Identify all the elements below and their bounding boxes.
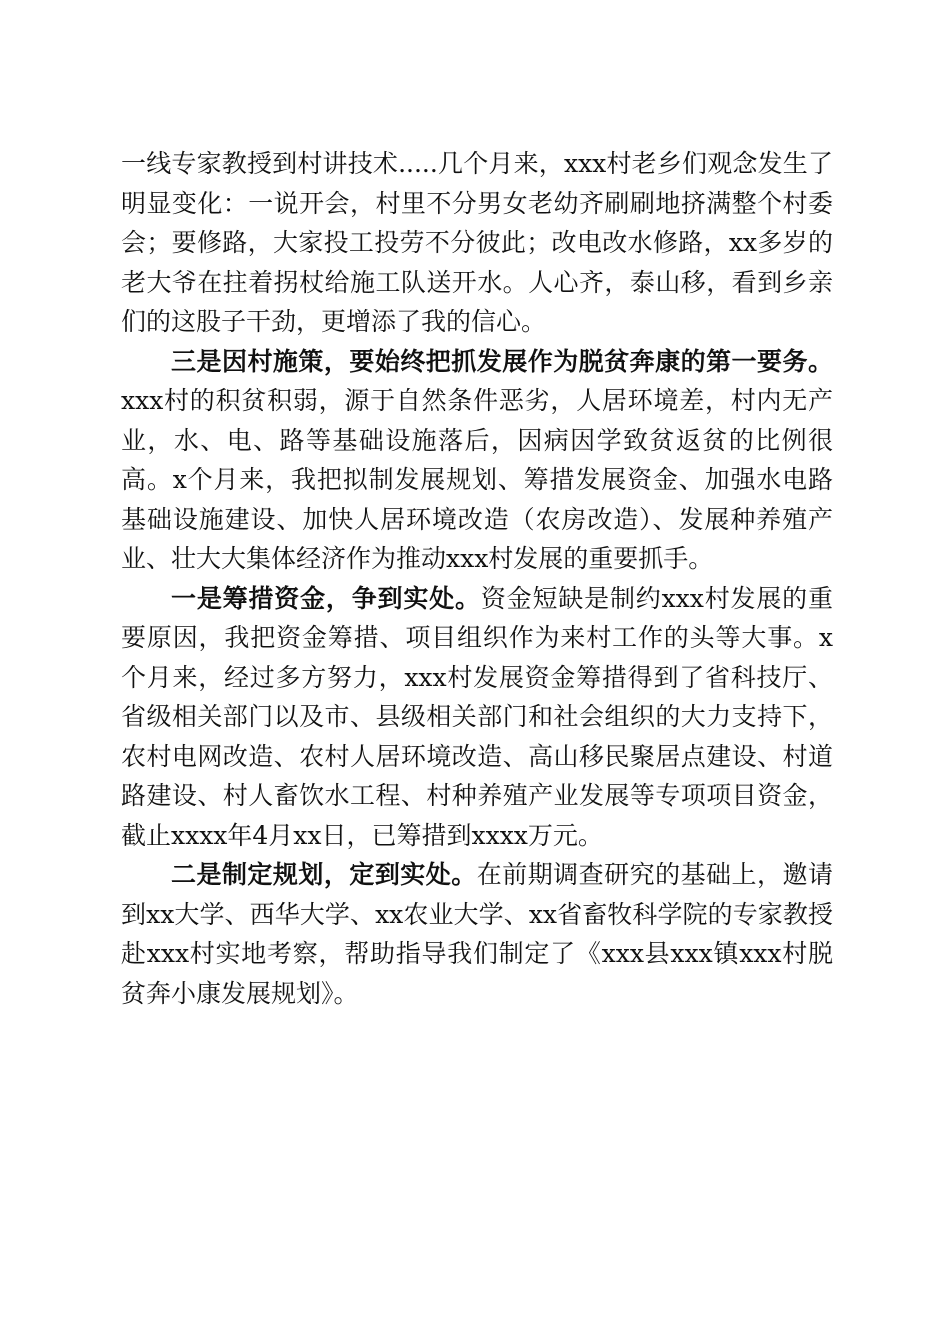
paragraph-section-three [121, 342, 833, 579]
paragraph-funding [121, 579, 833, 856]
paragraph-continuation [121, 144, 833, 342]
document-body [121, 144, 833, 1013]
paragraph-planning [121, 855, 833, 1013]
paragraph-body-text: 一线专家教授到村讲技术.....几个月来，xxx村老乡们观念发生了明显变化：一说开会，村里不分男女老幼齐刷刷地挤满整个村委会；要修路，大家投工投劳不分彼此；改电改水修路，xx多岁的老大爷在拄着拐杖给施工队送开水。人心齐，泰山移，看到乡亲们的这股子干劲，更增添了我的信心。 [121, 149, 833, 336]
paragraph-lead-heading: 二是制定规划，定到实处。 [171, 860, 477, 889]
paragraph-lead-heading: 三是因村施策，要始终把抓发展作为脱贫奔康的第一要务。 [171, 346, 833, 376]
paragraph-body-text: xxx村的积贫积弱，源于自然条件恶劣，人居环境差，村内无产业，水、电、路等基础设施落后，因病因学致贫返贫的比例很高。x个月来，我把拟制发展规划、筹措发展资金、加强水电路基础设施建设、加快人居环境改造（农房改造）、发展种养殖产业、壮大大集体经济作为推动xxx村发展的重要抓手。 [121, 386, 833, 573]
paragraph-lead-heading: 一是筹措资金，争到实处。 [171, 583, 481, 613]
paragraph-body-text: 资金短缺是制约xxx村发展的重要原因，我把资金筹措、项目组织作为来村工作的头等大事。x个月来，经过多方努力，xxx村发展资金筹措得到了省科技厅、省级相关部门以及市、县级相关部门和社会组织的大力支持下，农村电网改造、农村人居环境改造、高山移民聚居点建设、村道路建设、村人畜饮水工程、村种养殖产业发展等专项项目资金，截止xxxx年4月xx日，已筹措到xxxx万元。 [121, 583, 833, 850]
paragraph-body-text: 在前期调查研究的基础上，邀请到xx大学、西华大学、xx农业大学、xx省畜牧科学院的专家教授赴xxx村实地考察，帮助指导我们制定了《xxx县xxx镇xxx村脱贫奔小康发展规划》。 [121, 860, 833, 1008]
